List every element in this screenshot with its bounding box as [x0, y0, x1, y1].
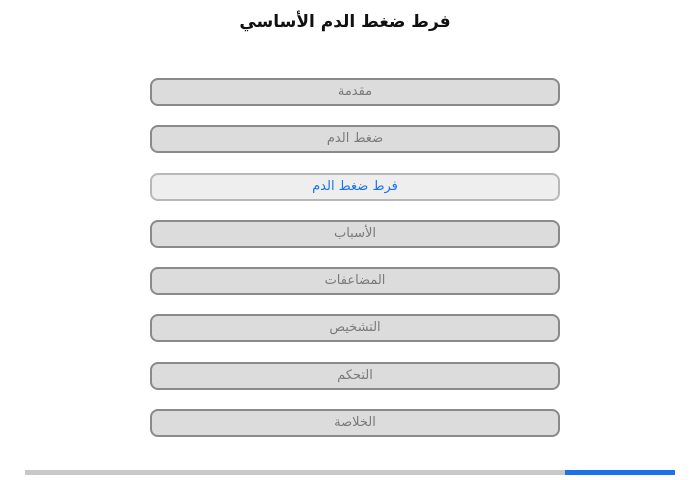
progress-bar [25, 470, 675, 475]
menu-item-management[interactable]: التحكم [150, 362, 560, 390]
menu-item-blood-pressure[interactable]: ضغط الدم [150, 125, 560, 153]
progress-bar-fill [565, 470, 676, 475]
menu-item-hypertension[interactable]: فرط ضغط الدم [150, 173, 560, 201]
menu-item-introduction[interactable]: مقدمة [150, 78, 560, 106]
menu-item-causes[interactable]: الأسباب [150, 220, 560, 248]
menu-item-summary[interactable]: الخلاصة [150, 409, 560, 437]
page-title: فرط ضغط الدم الأساسي [239, 12, 451, 32]
section-menu [150, 78, 560, 456]
menu-item-complications[interactable]: المضاعفات [150, 267, 560, 295]
menu-item-diagnosis[interactable]: التشخيص [150, 314, 560, 342]
